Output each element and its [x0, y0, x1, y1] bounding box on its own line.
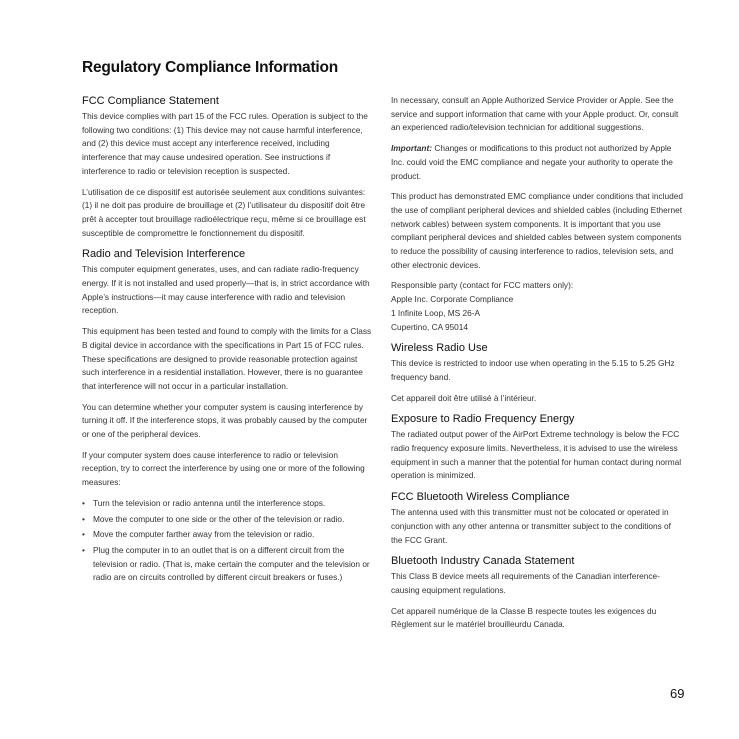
bullet-icon: • [82, 529, 85, 540]
left-column [82, 94, 372, 587]
service-provider-paragraph: In necessary, consult an Apple Authorized Service Provider or Apple. See the service and support information that came with your Apple product. Or, consult an experienced radio/television technician for additional suggestions. [391, 95, 679, 133]
bullet-icon: • [82, 513, 85, 524]
wireless-paragraph-1: This device is restricted to indoor use when operating in the 5.15 to 5.25 GHz frequency band. [391, 358, 675, 382]
fcc-paragraph-2-french: L’utilisation de ce dispositif est autorisée seulement aux conditions suivantes: (1) il ne doit pas produire de brouillage et (2) l’utilisateur du dispositif doit être prêt à accepter tout brouillage radioélectrique reçu, même si ce brouillage est susceptible de compromettre le fonctionnement du dispositif. [82, 186, 366, 238]
rf-exposure-heading: Exposure to Radio Frequency Energy [391, 413, 575, 426]
interference-measures-list [82, 497, 372, 585]
bluetooth-canada-heading: Bluetooth Industry Canada Statement [391, 555, 575, 568]
wireless-radio-use-heading: Wireless Radio Use [391, 342, 488, 355]
responsible-party-line-1: Apple Inc. Corporate Compliance [391, 294, 514, 305]
page-number: 69 [670, 686, 685, 701]
responsible-party-block [391, 279, 683, 334]
fcc-compliance-heading: FCC Compliance Statement [82, 95, 219, 107]
rf-exposure-paragraph: The radiated output power of the AirPort Extreme technology is below the FCC radio frequency exposure limits. Nevertheless, it is advised to use the wireless equipment in such a manner that the potential for human contact during normal operation is minimized. [391, 429, 682, 481]
page-title: Regulatory Compliance Information [82, 59, 339, 76]
list-item-text: Move the computer farther away from the television or radio. [93, 529, 315, 540]
bullet-icon: • [82, 497, 85, 508]
fcc-paragraph-1: This device complies with part 15 of the FCC rules. Operation is subject to the following two conditions: (1) This device may not cause harmful interference, and (2) this device must accept any interference received, including interference that may cause undesired operation. See instructions if interference to radio or television reception is suspected. [82, 111, 368, 176]
bluetooth-canada-paragraph-1: This Class B device meets all requirements of the Canadian interference-causing equipment regulations. [391, 571, 660, 595]
list-item-text: Turn the television or radio antenna until the interference stops. [93, 497, 326, 508]
list-item [82, 497, 372, 511]
list-item [82, 544, 372, 585]
radio-tv-interference-heading: Radio and Television Interference [82, 248, 246, 261]
radio-paragraph-4: If your computer system does cause interference to radio or television reception, try to correct the interference by using one or more of the following measures: [82, 449, 365, 488]
bullet-icon: • [82, 544, 85, 555]
list-item [82, 513, 372, 527]
bluetooth-compliance-paragraph: The antenna used with this transmitter must not be colocated or operated in conjunction with any other antenna or transmitter subject to the conditions of the FCC Grant. [391, 507, 671, 545]
responsible-party-line-2: 1 Infinite Loop, MS 26-A [391, 307, 481, 318]
list-item-text: Plug the computer in to an outlet that is on a different circuit from the television or radio. (That is, make certain the computer and the television or radio are on circuits controlled by different circuit breakers or fuses.) [93, 544, 370, 583]
wireless-paragraph-2-french: Cet appareil doit être utilisé à l’intérieur. [391, 392, 537, 403]
list-item [82, 528, 372, 542]
important-text: Changes or modifications to this product not authorized by Apple Inc. could void the EMC compliance and negate your authority to operate the product. [391, 143, 673, 181]
bluetooth-compliance-heading: FCC Bluetooth Wireless Compliance [391, 491, 570, 504]
radio-paragraph-3: You can determine whether your computer system is causing interference by turning it off. If the interference stops, it was probably caused by the computer or one of the peripheral devices. [82, 401, 368, 440]
radio-paragraph-1: This computer equipment generates, uses, and can radiate radio-frequency energy. If it is not installed and used properly—that is, in strict accordance with Apple’s instructions—it may cause interference with radio and television reception. [82, 264, 370, 316]
bluetooth-canada-paragraph-2-french: Cet appareil numérique de la Classe B respecte toutes les exigences du Règlement sur le matériel brouilleurdu Canada. [391, 605, 657, 630]
responsible-party-line-3: Cupertino, CA 95014 [391, 321, 469, 332]
emc-paragraph: This product has demonstrated EMC compliance under conditions that included the use of compliant peripheral devices and shielded cables (including Ethernet network cables) between system components. It is important that you use compliant peripheral devices and shielded cables between system components to reduce the possibility of causing interference to radios, television sets, and other electronic devices. [391, 191, 683, 270]
radio-paragraph-2: This equipment has been tested and found to comply with the limits for a Class B digital device in accordance with the specifications in Part 15 of FCC rules. These specifications are designed to provide reasonable protection against such interference in a residential installation. However, there is no guarantee that interference will not occur in a particular installation. [82, 326, 372, 391]
list-item-text: Move the computer to one side or the other of the television or radio. [93, 513, 345, 524]
right-column [391, 94, 683, 639]
important-label: Important: [391, 143, 433, 154]
responsible-party-label: Responsible party (contact for FCC matters only): [391, 280, 574, 291]
important-paragraph [391, 142, 683, 183]
